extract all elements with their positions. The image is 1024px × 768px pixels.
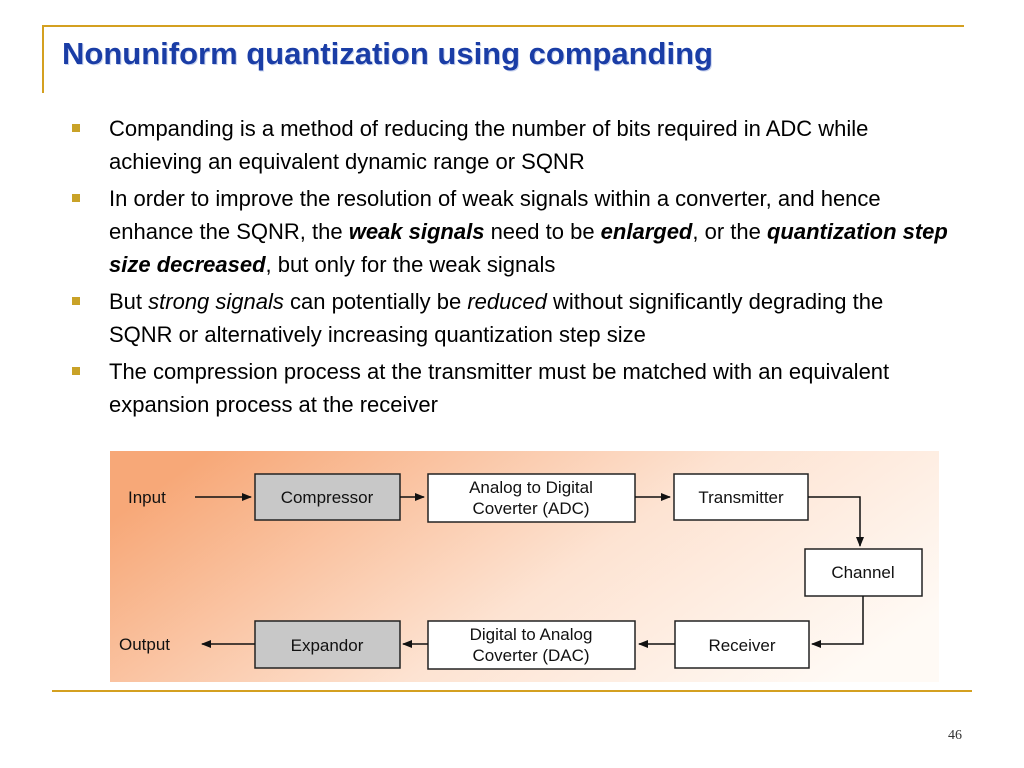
bullet-text	[109, 186, 948, 277]
bullet-text	[109, 359, 889, 417]
bullet-item	[72, 355, 952, 421]
adc-label-line1: Analog to Digital	[469, 478, 593, 497]
transmitter-label: Transmitter	[698, 488, 784, 507]
bullet-item	[72, 182, 952, 281]
companding-block-diagram	[110, 451, 939, 682]
bullet-segment: In order to improve the resolution of weak signals within a converter, and hence enhance the SQNR, the	[109, 186, 881, 244]
receiver-label: Receiver	[708, 636, 776, 655]
bullet-segment: Companding is a method of reducing the number of bits required in ADC while achieving an equivalent dynamic range or SQNR	[109, 116, 869, 174]
adc-label-line2: Coverter (ADC)	[472, 499, 590, 518]
compressor-label: Compressor	[280, 488, 374, 507]
bullet-segment: without significantly degrading the SQNR or alternatively increasing quantization step size	[109, 289, 884, 347]
bullet-segment: enlarged	[600, 219, 693, 244]
bullet-segment: strong signals	[148, 289, 284, 314]
dac-label-line1: Digital to Analog	[469, 625, 593, 644]
bullet-segment: reduced	[467, 289, 547, 314]
input-label: Input	[128, 488, 166, 507]
bullet-segment: can potentially be	[283, 289, 468, 314]
expandor-label: Expandor	[290, 636, 364, 655]
bullet-segment: , but only for the weak signals	[265, 252, 556, 277]
bullet-item	[72, 112, 952, 178]
top-rule	[42, 25, 964, 27]
bullet-square-icon	[72, 194, 80, 202]
bullet-square-icon	[72, 124, 80, 132]
bullet-segment: weak signals	[348, 219, 485, 244]
bottom-rule	[52, 690, 972, 692]
bullet-item	[72, 285, 952, 351]
bullet-segment: need to be	[484, 219, 601, 244]
page-number: 46	[948, 728, 962, 743]
bullet-segment: But	[109, 289, 149, 314]
bullet-segment: The compression process at the transmitter must be matched with an equivalent expansion process at the receiver	[109, 359, 890, 417]
bullet-text	[109, 116, 868, 174]
bullet-text	[109, 289, 883, 347]
output-label: Output	[119, 635, 171, 654]
slide-title: Nonuniform quantization using companding	[62, 36, 713, 71]
dac-label-line2: Coverter (DAC)	[472, 646, 590, 665]
bullet-list	[72, 112, 952, 425]
bullet-square-icon	[72, 367, 80, 375]
channel-label: Channel	[831, 563, 895, 582]
bullet-segment: , or the	[692, 219, 767, 244]
left-rule	[42, 25, 44, 93]
bullet-segment: quantization step size decreased	[109, 219, 948, 277]
bullet-square-icon	[72, 297, 80, 305]
